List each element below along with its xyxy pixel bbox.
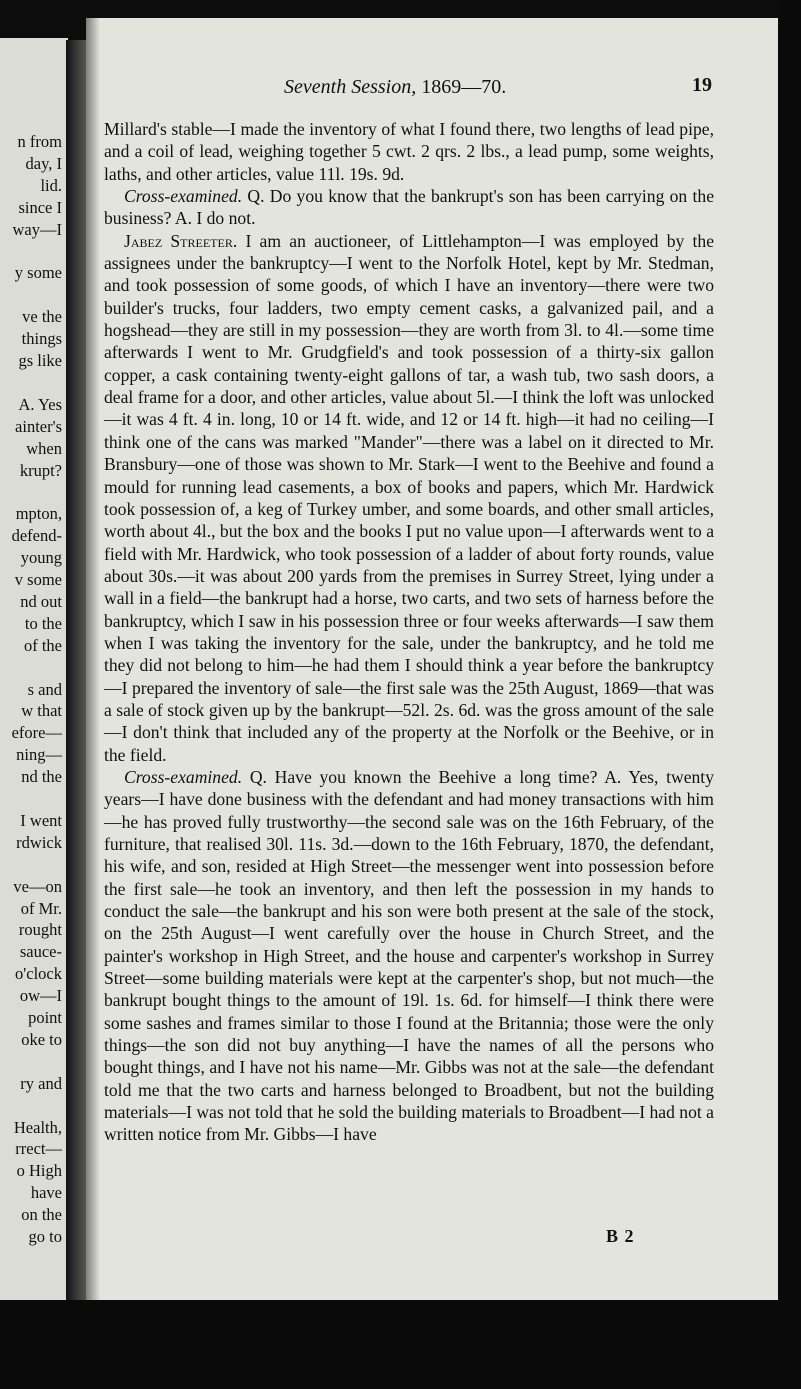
left-page-fragment: rought bbox=[18, 920, 62, 940]
paragraph-text: Q. Have you known the Beehive a long time? A. Yes, twenty years—I have done business with the defendant and had money transactions with him—he has proved fully trustworthy—the second sale was on the 16th February, of the furniture, that realised 30l. 11s. 3d.—down to the 16th February, 1870, the defendant, his wife, and son, resided at High Street—the messenger went into possession before the first sale—he took an inventory, and then left the possession in my hands to conduct the sale—the bankrupt and his son were both present at the sale of the stock, on the 25th August—I went carefully over the house in Church Street, and the painter's workshop in High Street, and the house and carpenter's workshop in Surrey Street—some building materials were kept at the carpenter's shop, but not much—the bankrupt bought things to the amount of 19l. 1s. 6d. for himself—I think there were some sashes and frames similar to those I found at the Britannia; those were the only things—the son did not buy anything—I have the names of all the persons who bought things, and I have not his name—Mr. Gibbs was not at the sale—the defendant told me that the two carts and harness belonged to Broadbent, but not the building materials—I was not told that he sold the building materials to Broadbent—I had not a written notice from Mr. Gibbs—I have bbox=[104, 766, 714, 1145]
paragraph-text: Q. Do you know that the bankrupt's son has been carrying on the business? A. I do not. bbox=[104, 186, 714, 229]
left-page-fragment: of the bbox=[23, 635, 62, 655]
running-head-title: Seventh Session, bbox=[284, 76, 422, 98]
left-page-fragment: ve—on bbox=[13, 876, 62, 896]
cross-examined-label: Cross-examined. bbox=[124, 766, 243, 787]
page-shadow bbox=[86, 18, 100, 1300]
left-page-fragment: mpton, bbox=[15, 504, 62, 524]
left-page-fragment: I went bbox=[20, 810, 62, 830]
left-page-fragment: things bbox=[21, 329, 62, 349]
left-page-fragment: way—I bbox=[12, 219, 62, 239]
running-head-years: 1869—70. bbox=[421, 76, 507, 98]
paragraph bbox=[104, 230, 714, 766]
witness-name: Jabez Streeter. bbox=[124, 230, 238, 251]
left-page-fragment: s and bbox=[27, 679, 62, 699]
paragraph bbox=[104, 766, 714, 1146]
left-page-fragment: rdwick bbox=[16, 832, 62, 852]
left-page-fragment: ry and bbox=[20, 1073, 62, 1093]
left-page-fragment: nd out bbox=[20, 591, 62, 611]
left-page-fragment: Health, bbox=[13, 1117, 62, 1137]
running-head bbox=[284, 76, 506, 99]
left-page-fragment: point bbox=[28, 1008, 62, 1027]
left-page-fragment: to the bbox=[24, 613, 62, 633]
left-page-fragment: have bbox=[30, 1183, 62, 1203]
left-page-fragment: gs like bbox=[18, 351, 62, 370]
left-page-fragment: since I bbox=[18, 197, 62, 217]
book-gutter bbox=[66, 40, 88, 1300]
left-page-fragment: of Mr. bbox=[20, 898, 62, 918]
left-page-fragment: nd the bbox=[21, 767, 62, 787]
left-page-fragment: y some bbox=[14, 263, 62, 283]
left-page-edge bbox=[0, 38, 68, 1300]
signature-mark: B 2 bbox=[606, 1226, 635, 1246]
left-page-fragment: day, I bbox=[25, 153, 62, 173]
left-page-fragment: on the bbox=[21, 1205, 62, 1225]
left-page-fragment: A. Yes bbox=[18, 394, 62, 414]
left-page-fragment: young bbox=[20, 548, 62, 568]
left-page-fragment: ainter's bbox=[15, 416, 62, 436]
paragraph-text: I am an auctioneer, of Littlehampton—I was employed by the assignees under the bankruptcy—I went to the Norfolk Hotel, kept by Mr. Stedman, and took possession of some goods, of which I have an inventory—there were two builder's trucks, four ladders, two empty cement casks, a galvanized pail, and a hogshead—they are still in my possession—they are worth from 3l. to 4l.—some time afterwards I went to Mr. Grudgfield's and took possession of a thirty-six gallon copper, a cask containing twenty-eight gallons of tar, a wash tub, two sash doors, a deal frame for a door, and other articles, value about 5l.—I think the loft was unlocked—it was 4 ft. 4 in. long, 10 or 14 ft. wide, and 12 or 14 ft. high—it had no ceiling—I think one of the cans was marked "Mander"—there was a label on it directed to Mr. Bransbury—one of those was shown to Mr. Stark—I went to the Beehive and found a mould for running lead casements, a box of books and papers, which Mr. Hardwick took possession of, a keg of Turkey umber, and some boards, and other small articles, worth about 4l., but the box and the books I put no value upon—I afterwards went to a field with Mr. Hardwick, who took possession of a ladder of about forty rounds, value about 30s.—it was about 200 yards from the premises in Surrey Street, lying under a wall in a field—the bankrupt had a horse, two carts, and two sets of harness before the bankruptcy, which I saw in his possession three or four weeks afterwards—I saw them when I was taking the inventory for the sale, under the bankruptcy, and he told me they did not belong to him—he had them I should think a year before the bankruptcy—I prepared the inventory of sale—the first sale was the 25th August, 1869—that was a sale of stock given up by the bankrupt—52l. 2s. 6d. was the gross amount of the sale—I don't think that included any of the property at the Norfolk or the Beehive, or in the field. bbox=[104, 230, 715, 765]
cross-examined-label: Cross-examined. bbox=[124, 186, 243, 207]
left-page-fragment: krupt? bbox=[19, 460, 62, 480]
left-page-fragment: o High bbox=[16, 1161, 62, 1181]
left-page-fragment: efore— bbox=[11, 723, 62, 743]
left-page-fragment: w that bbox=[21, 701, 62, 721]
left-page-fragment: o'clock bbox=[15, 964, 62, 984]
left-page-fragment: ow—I bbox=[19, 986, 62, 1006]
left-page-fragment: ve the bbox=[22, 307, 62, 327]
page-number: 19 bbox=[692, 74, 712, 96]
left-page-fragment: sauce- bbox=[19, 942, 62, 962]
scan-border-bottom bbox=[0, 1300, 801, 1389]
left-page-fragment: v some bbox=[14, 570, 62, 589]
paragraph: Millard's stable—I made the inventory of what I found there, two lengths of lead pipe, and a coil of lead, weighing together 5 cwt. 2 qrs. 2 lbs., a lead pump, some weights, laths, and other articles, value 11l. 19s. 9d. bbox=[104, 119, 714, 184]
left-page-fragment: defend- bbox=[11, 526, 62, 546]
scan-border-right bbox=[778, 0, 801, 1389]
left-page-fragment: ning— bbox=[16, 745, 62, 765]
page-header bbox=[86, 60, 778, 96]
body-text bbox=[104, 118, 714, 1146]
left-page-fragment: when bbox=[26, 438, 62, 458]
left-page-fragment: lid. bbox=[40, 175, 62, 195]
left-page-fragment: rrect— bbox=[15, 1139, 62, 1159]
left-page-fragment: oke to bbox=[21, 1029, 62, 1049]
paragraph bbox=[104, 185, 714, 230]
left-page-fragment: n from bbox=[17, 132, 62, 151]
left-page-fragment: go to bbox=[28, 1227, 62, 1246]
